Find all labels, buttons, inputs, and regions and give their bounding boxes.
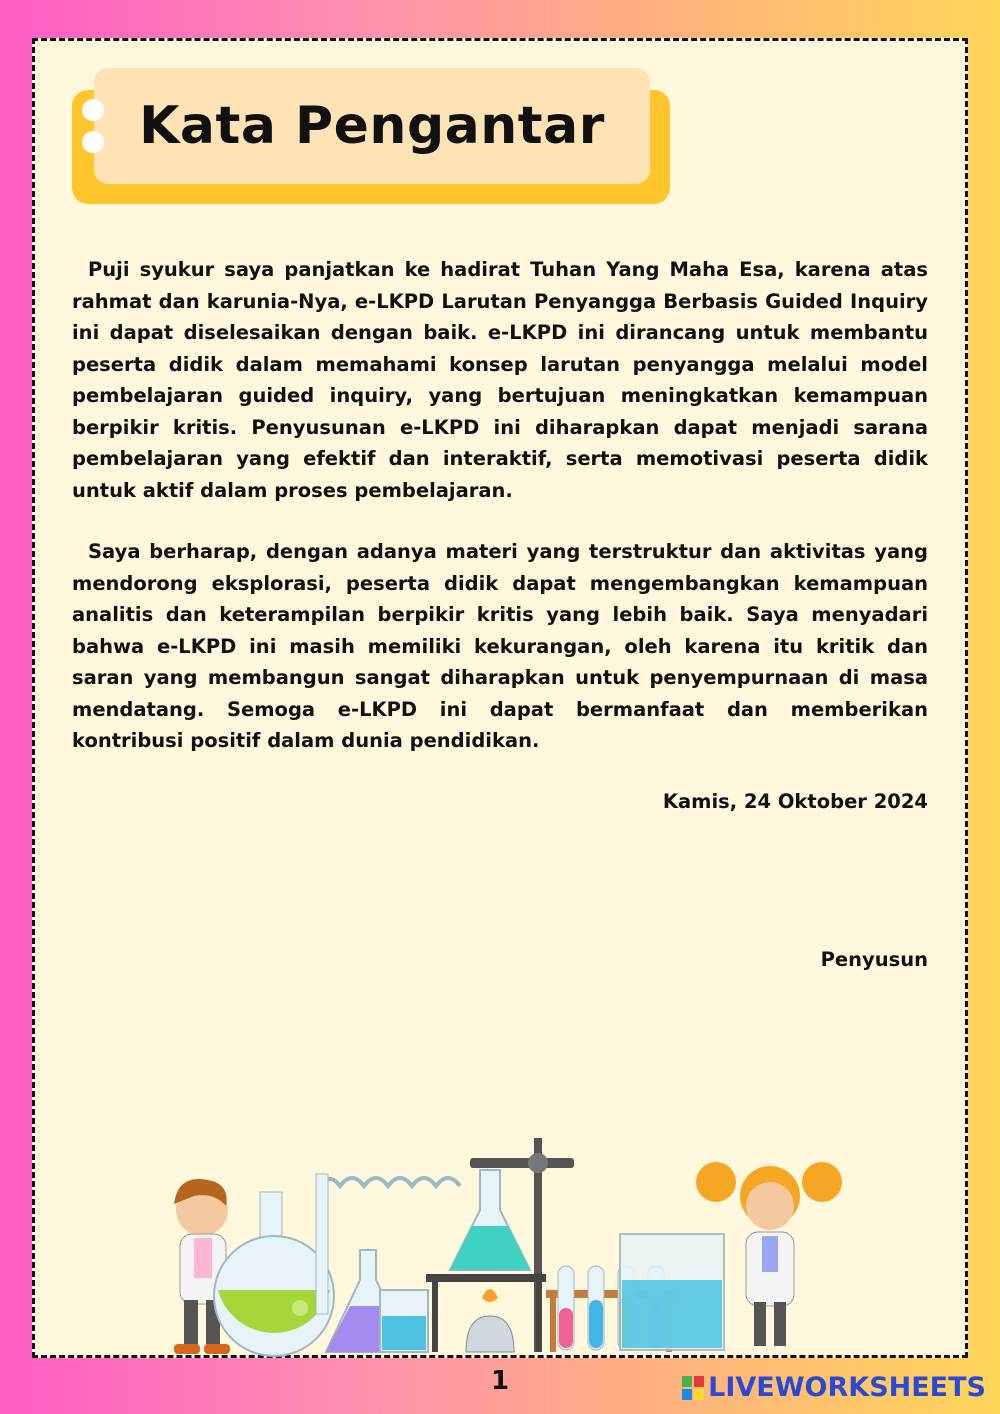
banner-dot-icon [82,99,104,121]
liveworksheets-logo [682,1372,986,1403]
signature-author: Penyusun [820,948,928,971]
paragraph-intro: Puji syukur saya panjatkan ke hadirat Tuhan Yang Maha Esa, karena atas rahmat dan karunia-Nya, e-LKPD Larutan Penyangga Berbasis Guided Inquiry ini dapat diselesaikan dengan baik. e-LKPD ini dirancang untuk membantu peserta didik dalam memahami konsep larutan penyangga melalui model pembelajaran guided inquiry, yang bertujuan meningkatkan kemampuan berpikir kritis. Penyusunan e-LKPD ini diharapkan dapat menjadi sarana pembelajaran yang efektif dan interaktif, serta memotivasi peserta didik untuk aktif dalam proses pembelajaran. [72,258,928,502]
paragraph-hope: Saya berharap, dengan adanya materi yang terstruktur dan aktivitas yang mendorong eksplorasi, peserta didik dapat mengembangkan kemampuan analitis dan keterampilan berpikir kritis yang lebih baik. Saya menyadari bahwa e-LKPD ini masih memiliki kekurangan, oleh karena itu kritik dan saran yang membangun sangat diharapkan untuk penyempurnaan di masa mendatang. Semoga e-LKPD ini dapat bermanfaat dan memberikan kontribusi positif dalam dunia pendidikan. [72,540,928,752]
signature-date: Kamis, 24 Oktober 2024 [662,790,928,813]
laboratory-illustration [150,1130,850,1365]
page-number: 1 [490,1366,510,1396]
page-title: Kata Pengantar [139,96,605,156]
liveworksheets-icon [682,1376,704,1400]
banner-dot-icon [82,131,104,153]
title-banner-front [94,68,650,184]
title-banner [72,66,672,206]
brand-name: LIVEWORKSHEETS [708,1372,986,1403]
measuring-beaker-icon [620,1234,724,1350]
beaker-icon [380,1290,428,1352]
